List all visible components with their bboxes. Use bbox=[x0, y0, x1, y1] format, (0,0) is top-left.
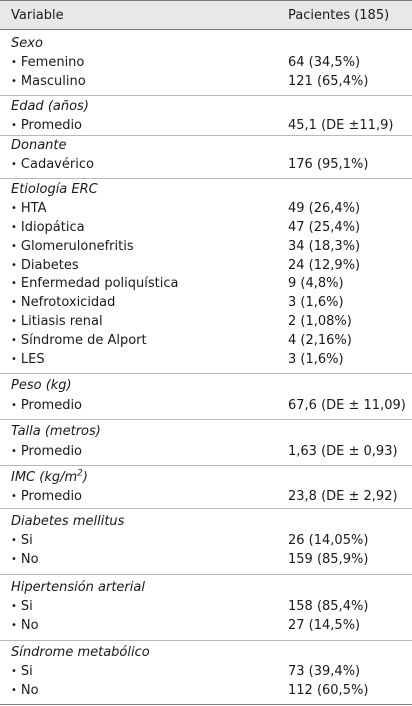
section-label bbox=[11, 136, 67, 155]
section-label bbox=[11, 376, 72, 395]
label-text: Donante bbox=[11, 138, 67, 153]
row-value: 26 (14,05%) bbox=[288, 533, 369, 548]
row-label bbox=[11, 350, 45, 370]
row-value: 67,6 (DE ± 11,09) bbox=[288, 398, 406, 413]
row-value: 159 (85,9%) bbox=[288, 552, 369, 567]
section-heading bbox=[0, 578, 412, 597]
table-row bbox=[0, 274, 412, 293]
table-row bbox=[0, 616, 412, 635]
label-text: Promedio bbox=[20, 489, 83, 504]
section-label bbox=[11, 512, 124, 531]
table-row bbox=[0, 237, 412, 256]
label-text: Nefrotoxicidad bbox=[20, 295, 116, 310]
section-label bbox=[11, 180, 98, 199]
section-label bbox=[11, 643, 150, 662]
table-row bbox=[0, 531, 412, 550]
section-divider bbox=[0, 508, 412, 509]
label-text: Promedio bbox=[20, 398, 83, 413]
label-text: Peso (kg) bbox=[11, 378, 72, 393]
row-value: 73 (39,4%) bbox=[288, 664, 361, 679]
table-row bbox=[0, 53, 412, 72]
row-value: 45,1 (DE ±11,9) bbox=[288, 118, 394, 133]
label-text: HTA bbox=[20, 201, 47, 216]
row-value: 4 (2,16%) bbox=[288, 333, 352, 348]
table-row bbox=[0, 199, 412, 218]
row-label bbox=[11, 256, 79, 276]
section-heading bbox=[0, 468, 412, 487]
label-text: Promedio bbox=[20, 118, 83, 133]
row-label bbox=[11, 531, 33, 551]
table-bottom-rule bbox=[0, 704, 412, 705]
section-heading bbox=[0, 376, 412, 395]
row-value: 64 (34,5%) bbox=[288, 55, 361, 70]
section-label bbox=[11, 422, 101, 441]
table-row bbox=[0, 442, 412, 461]
label-suffix: ) bbox=[82, 470, 88, 485]
label-text: Síndrome de Alport bbox=[20, 333, 147, 348]
label-text: Promedio bbox=[20, 444, 83, 459]
table-row bbox=[0, 155, 412, 174]
label-text: No bbox=[20, 618, 39, 633]
label-text: Etiología ERC bbox=[11, 182, 98, 197]
table-row bbox=[0, 116, 412, 135]
label-text: Glomerulonefritis bbox=[20, 239, 134, 254]
row-label bbox=[11, 442, 82, 462]
row-value: 47 (25,4%) bbox=[288, 220, 361, 235]
row-label bbox=[11, 274, 178, 294]
section-heading bbox=[0, 180, 412, 199]
table-row bbox=[0, 256, 412, 275]
table-row bbox=[0, 396, 412, 415]
row-label bbox=[11, 396, 82, 416]
row-label bbox=[11, 662, 33, 682]
section-divider bbox=[0, 419, 412, 420]
row-label bbox=[11, 550, 39, 570]
section-divider bbox=[0, 135, 412, 136]
row-label bbox=[11, 155, 94, 175]
row-value: 24 (12,9%) bbox=[288, 258, 361, 273]
table-row bbox=[0, 487, 412, 506]
header-patients: Pacientes (185) bbox=[288, 8, 390, 23]
row-value: 3 (1,6%) bbox=[288, 295, 344, 310]
row-value: 3 (1,6%) bbox=[288, 352, 344, 367]
label-text: No bbox=[20, 683, 39, 698]
section-divider bbox=[0, 574, 412, 575]
row-label bbox=[11, 597, 33, 617]
section-heading bbox=[0, 136, 412, 155]
label-text: Sexo bbox=[11, 36, 43, 51]
section-heading bbox=[0, 34, 412, 53]
section-divider bbox=[0, 373, 412, 374]
label-text: Diabetes bbox=[20, 258, 79, 273]
row-value: 2 (1,08%) bbox=[288, 314, 352, 329]
label-text: Cadavérico bbox=[20, 157, 94, 172]
label-text: Enfermedad poliquística bbox=[20, 276, 179, 291]
label-text: Hipertensión arterial bbox=[11, 580, 145, 595]
section-divider bbox=[0, 178, 412, 179]
section-divider bbox=[0, 640, 412, 641]
row-label bbox=[11, 53, 84, 73]
row-label bbox=[11, 487, 82, 507]
row-value: 49 (26,4%) bbox=[288, 201, 361, 216]
row-label bbox=[11, 293, 115, 313]
table-row bbox=[0, 72, 412, 91]
row-label bbox=[11, 237, 134, 257]
section-label bbox=[11, 468, 88, 487]
table-row bbox=[0, 662, 412, 681]
row-value: 112 (60,5%) bbox=[288, 683, 369, 698]
section-heading bbox=[0, 512, 412, 531]
label-text: Idiopática bbox=[20, 220, 85, 235]
table-row bbox=[0, 331, 412, 350]
row-value: 9 (4,8%) bbox=[288, 276, 344, 291]
section-heading bbox=[0, 97, 412, 116]
row-label bbox=[11, 331, 147, 351]
row-label bbox=[11, 72, 86, 92]
table-header bbox=[0, 0, 412, 30]
section-label bbox=[11, 34, 43, 53]
label-text: Si bbox=[20, 664, 33, 679]
section-divider bbox=[0, 95, 412, 96]
section-heading bbox=[0, 643, 412, 662]
row-label bbox=[11, 199, 47, 219]
label-text: Masculino bbox=[20, 74, 86, 89]
label-text: Si bbox=[20, 533, 33, 548]
table-row bbox=[0, 312, 412, 331]
table-row bbox=[0, 218, 412, 237]
label-text: Edad (años) bbox=[11, 99, 89, 114]
table-row bbox=[0, 550, 412, 569]
section-label bbox=[11, 97, 89, 116]
section-label bbox=[11, 578, 145, 597]
row-value: 121 (65,4%) bbox=[288, 74, 369, 89]
label-text: Litiasis renal bbox=[20, 314, 103, 329]
label-text: No bbox=[20, 552, 39, 567]
section-divider bbox=[0, 465, 412, 466]
label-text: IMC (kg/m bbox=[11, 470, 78, 485]
row-value: 27 (14,5%) bbox=[288, 618, 361, 633]
table-row bbox=[0, 293, 412, 312]
row-label bbox=[11, 681, 39, 701]
row-value: 176 (95,1%) bbox=[288, 157, 369, 172]
row-value: 158 (85,4%) bbox=[288, 599, 369, 614]
label-text: LES bbox=[20, 352, 45, 367]
table-row bbox=[0, 681, 412, 700]
row-label bbox=[11, 218, 85, 238]
row-label bbox=[11, 616, 39, 636]
table-row bbox=[0, 597, 412, 616]
row-value: 1,63 (DE ± 0,93) bbox=[288, 444, 398, 459]
label-text: Diabetes mellitus bbox=[11, 514, 125, 529]
header-variable: Variable bbox=[11, 8, 64, 23]
label-superscript: 2 bbox=[77, 468, 83, 479]
row-value: 34 (18,3%) bbox=[288, 239, 361, 254]
label-text: Talla (metros) bbox=[11, 424, 101, 439]
table-row bbox=[0, 350, 412, 369]
row-label bbox=[11, 116, 82, 136]
section-heading bbox=[0, 422, 412, 441]
label-text: Si bbox=[20, 599, 33, 614]
row-label bbox=[11, 312, 103, 332]
row-value: 23,8 (DE ± 2,92) bbox=[288, 489, 398, 504]
label-text: Síndrome metabólico bbox=[11, 645, 150, 660]
label-text: Femenino bbox=[20, 55, 85, 70]
